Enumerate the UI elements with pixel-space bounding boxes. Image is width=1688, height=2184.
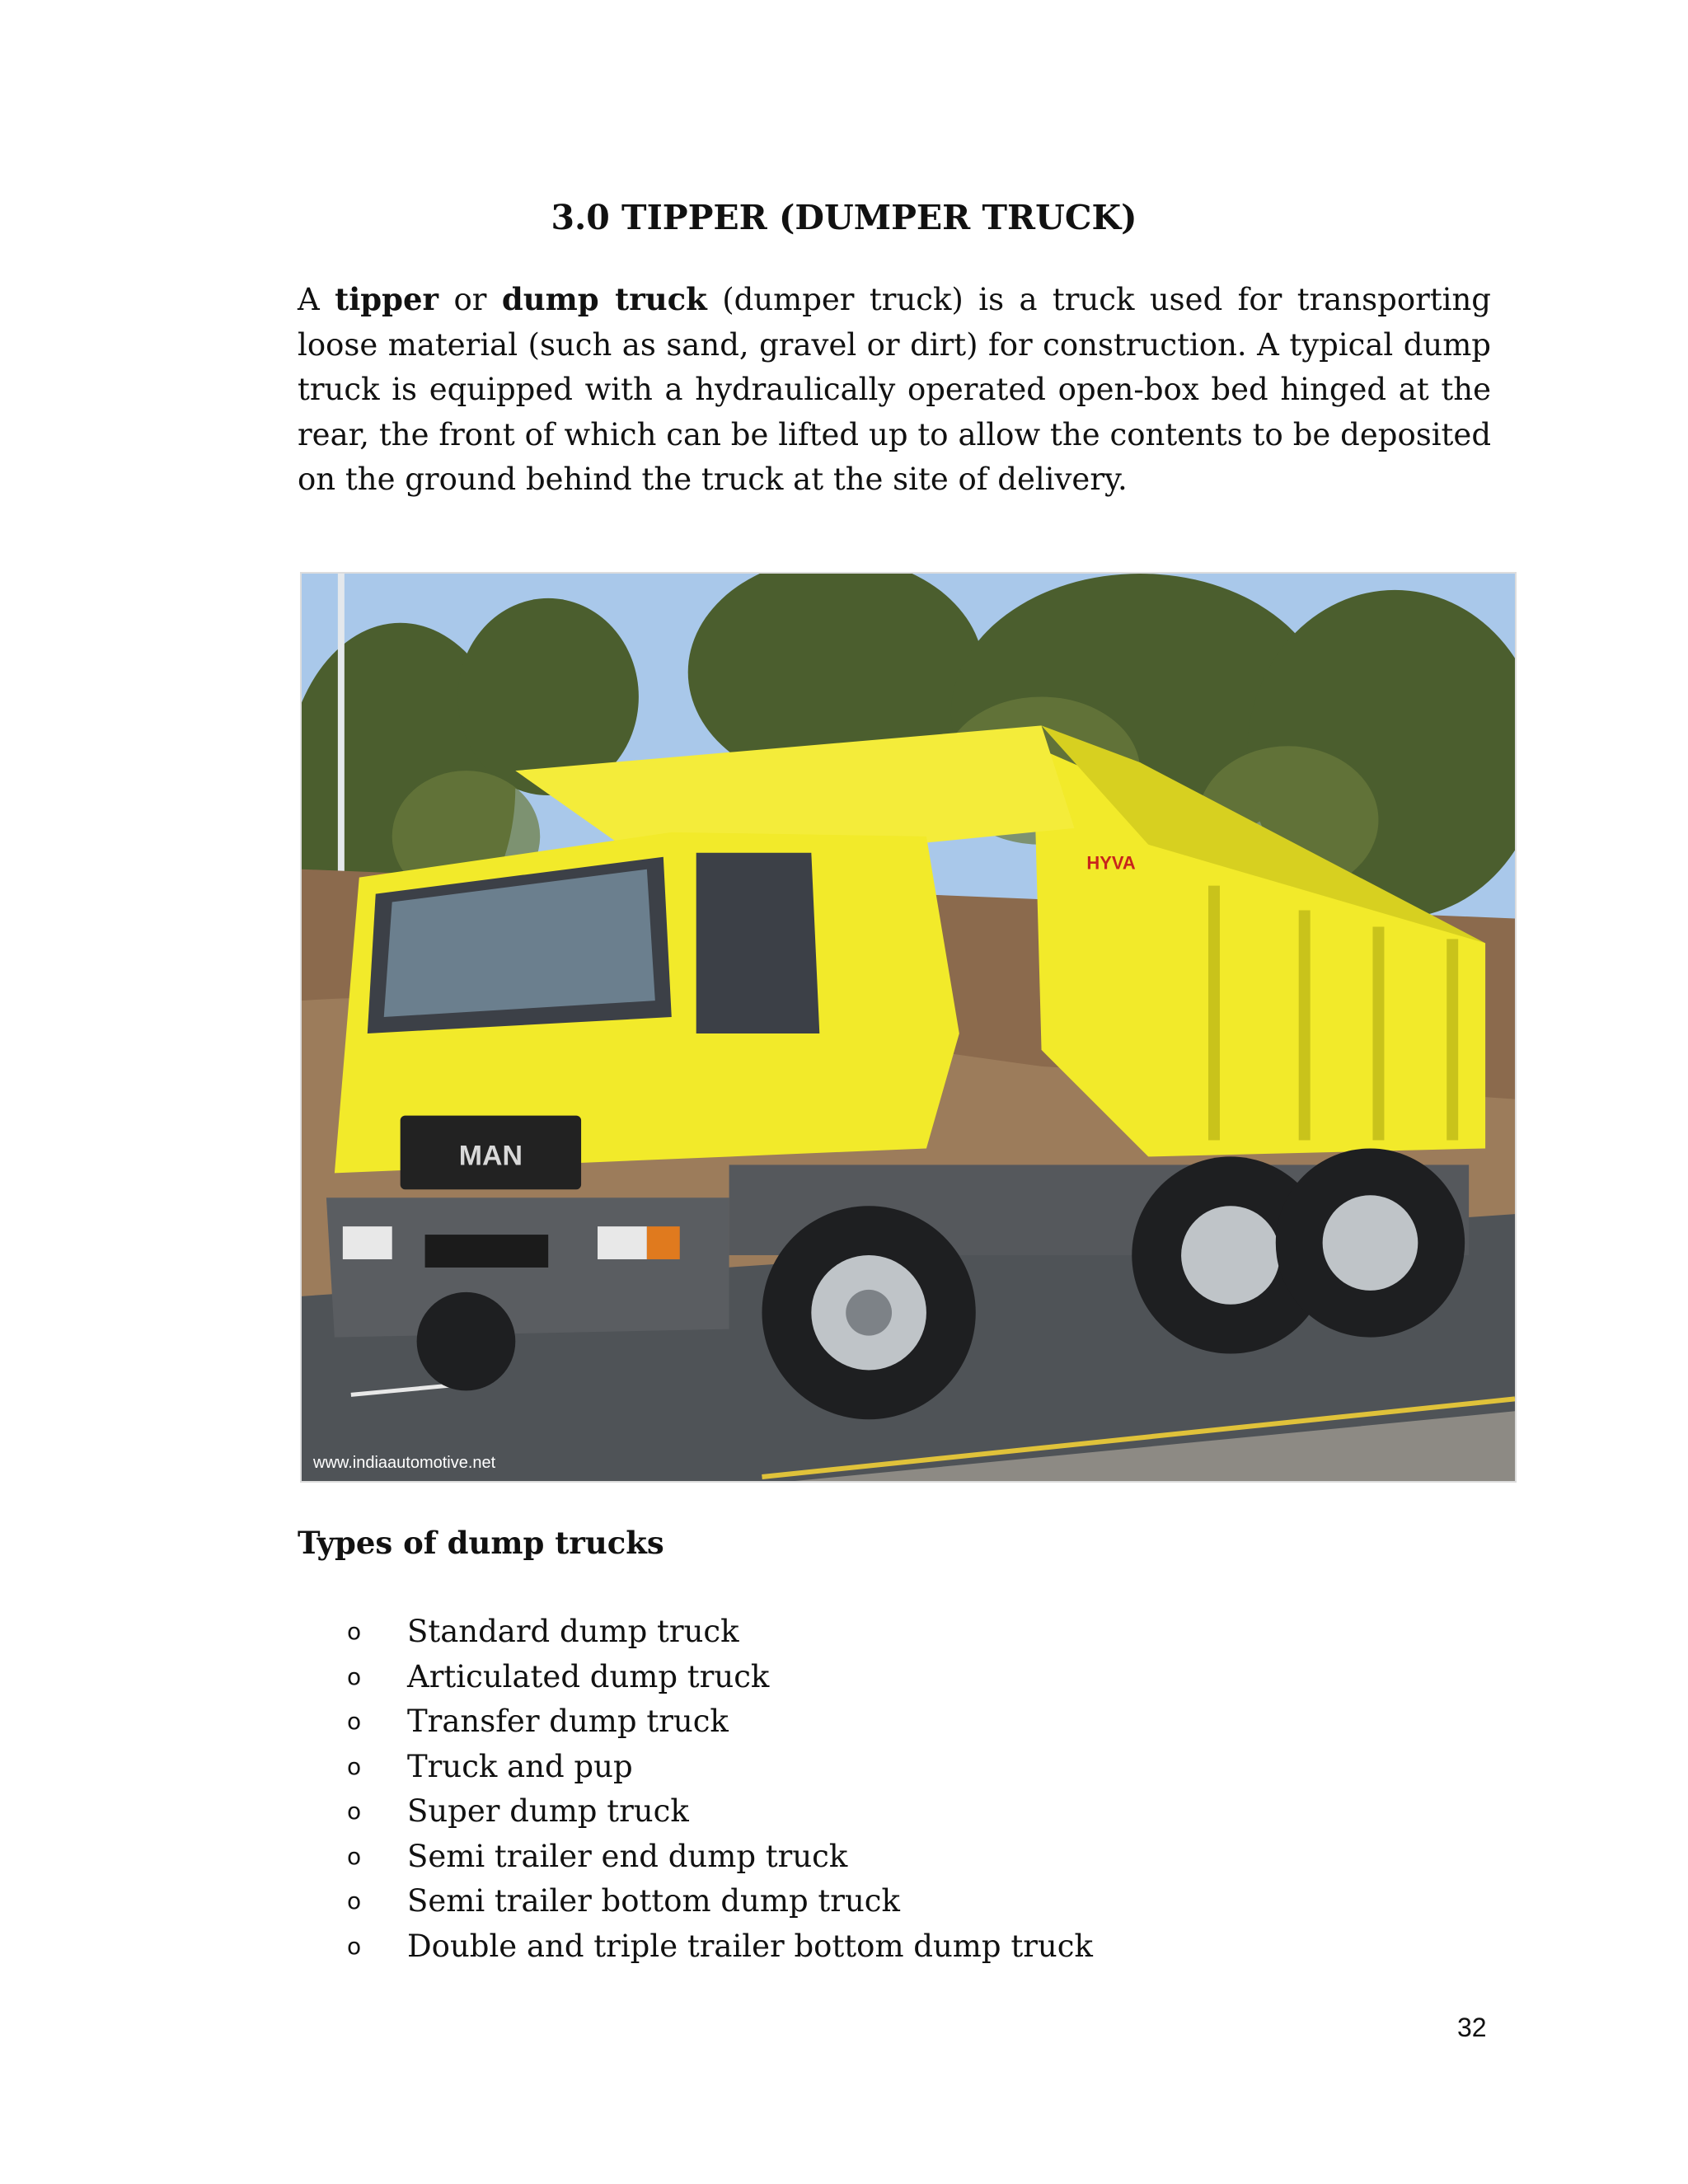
list-item: [298, 1879, 1093, 1924]
section-heading: 3.0 TIPPER (DUMPER TRUCK): [551, 198, 1137, 237]
bullet-icon: o: [347, 1662, 362, 1690]
intro-text-1: A: [298, 282, 335, 317]
intro-paragraph: [298, 277, 1491, 503]
list-item-text: Semi trailer bottom dump truck: [407, 1883, 900, 1919]
truck-illustration: [302, 574, 1515, 1481]
list-item-text: Super dump truck: [407, 1793, 689, 1829]
types-heading: Types of dump trucks: [298, 1525, 664, 1561]
term-dump-truck: dump truck: [501, 281, 707, 317]
list-item: [298, 1699, 1093, 1745]
grille-badge-text: MAN: [458, 1140, 523, 1172]
intro-text-3: (dumper truck) is a truck used for transporting loose material (such as sand, gravel or dirt) for construction. A typical dump truck is equipped with a hydraulically operated open-box bed hinged at the rear, the front of which can be lifted up to allow the contents to be deposited on the ground behind the truck at the site of delivery.: [298, 282, 1491, 497]
list-item-text: Transfer dump truck: [407, 1704, 729, 1739]
list-item-text: Standard dump truck: [407, 1614, 739, 1649]
bullet-icon: o: [347, 1842, 362, 1870]
body-badge-text: HYVA: [1086, 852, 1136, 874]
page-number: 32: [1457, 2013, 1487, 2042]
list-item-text: Double and triple trailer bottom dump truck: [407, 1928, 1093, 1964]
list-item: [298, 1924, 1093, 1970]
list-item: [298, 1745, 1093, 1790]
list-item-text: Articulated dump truck: [407, 1658, 770, 1694]
list-item-text: Semi trailer end dump truck: [407, 1838, 848, 1874]
bullet-icon: o: [347, 1752, 362, 1780]
types-list: [298, 1610, 1093, 1969]
list-item: [298, 1789, 1093, 1835]
bullet-icon: o: [347, 1932, 362, 1960]
list-item-text: Truck and pup: [407, 1748, 633, 1784]
bullet-icon: o: [347, 1708, 362, 1735]
bullet-icon: o: [347, 1618, 362, 1645]
intro-text-2: or: [438, 282, 502, 317]
photo-watermark: www.indiaautomotive.net: [313, 1454, 496, 1472]
dump-truck-photo: [300, 572, 1517, 1483]
list-item: [298, 1835, 1093, 1880]
bullet-icon: o: [347, 1887, 362, 1915]
list-item: [298, 1610, 1093, 1655]
term-tipper: tipper: [335, 281, 439, 317]
bullet-icon: o: [347, 1797, 362, 1825]
list-item: [298, 1655, 1093, 1700]
